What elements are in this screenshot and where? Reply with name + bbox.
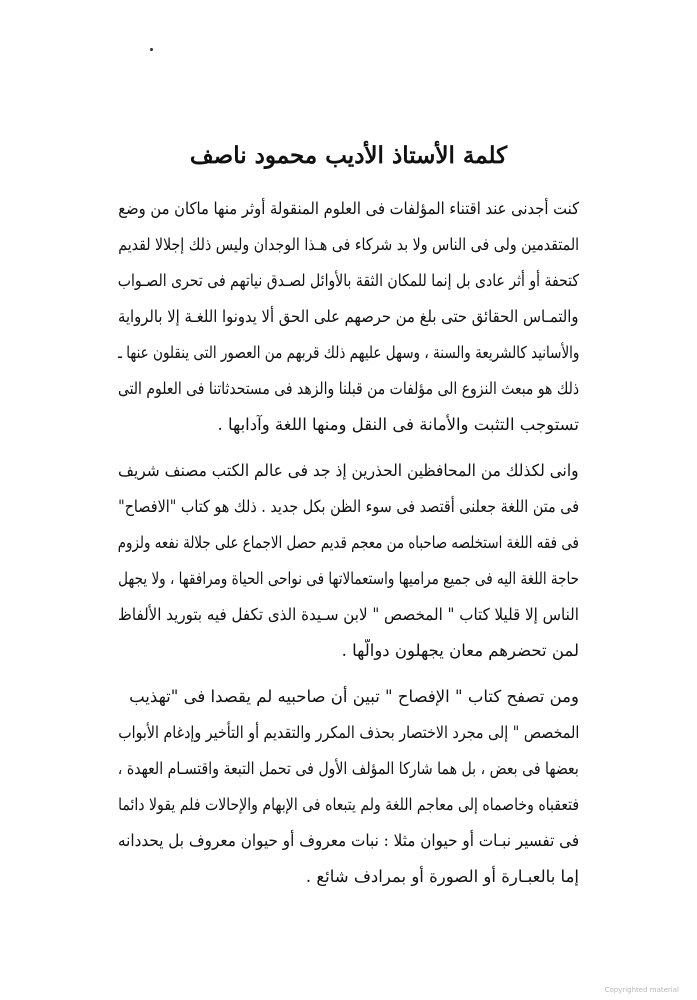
stray-dot-mark: [150, 48, 153, 51]
paragraph-2-line-5: الناس إلا قليلا كتاب " المخصص " لابن سـيدة الذى تكفل فيه بتوريد الألفاظ: [117, 605, 579, 624]
paragraph-3-line-1: ومن تصفح كتاب " الإفصاح " تبين أن صاحبيه لم يقصدا فى "تهذيب: [129, 687, 579, 706]
paragraph-2-line-6: لمن تحضرهم معان يجهلون دوالّها .: [341, 641, 579, 660]
paragraph-1-line-2: المتقدمين ولى فى الناس ولا بد شركاء فى هـذا الوجدان وليس ذلك إجلالا لقديم: [118, 235, 579, 254]
paragraph-1-line-7: تستوجب التثبت والأمانة فى النقل ومنها اللغة وآدابها .: [217, 415, 579, 434]
paragraph-3-line-6: إما بالعبـارة أو الصورة أو بمرادف شائع .: [305, 867, 579, 886]
paragraph-3-line-4: فتعقباه وخاصماه إلى معاجم اللغة ولم يتبعاه فى الإبهام والإحالات فلم يقولا دائما: [117, 795, 579, 814]
paragraph-2-line-4: حاجة اللغة اليه فى جميع مراميها واستعمالاتها فى نواحى الحياة ومرافقها ، ولا يجهل: [118, 569, 579, 588]
copyright-watermark: Copyrighted material: [604, 986, 679, 994]
page-title: كلمة الأستاذ الأديب محمود ناصف: [189, 142, 508, 169]
paragraph-3-line-2: المخصص " إلى مجرد الاختصار بحذف المكرر والتقديم أو التأخير وإدغام الأبواب: [117, 723, 579, 742]
paragraph-1-line-1: كنت أجدنى عند اقتناء المؤلفات فى العلوم المنقولة أوثر منها ماكان من وضع: [118, 199, 579, 218]
paragraph-1-line-6: ذلك هو مبعث النزوع الى مؤلفات من قبلنا والزهد فى مستحدثاتنا فى العلوم التى: [117, 379, 579, 398]
paragraph-3-line-3: بعضها فى بعض ، بل هما شاركا المؤلف الأول فى تحمل التبعة واقتسـام العهدة ،: [118, 759, 579, 778]
paragraph-3-line-5: فى تفسير نبـات أو حيوان مثلا : نبات معروف أو حيوان معروف بل يحددانه: [117, 831, 579, 850]
paragraph-2-line-1: وانى لكذلك من المحافظين الحذرين إذ جد فى عالم الكتب مصنف شريف: [118, 461, 579, 480]
paragraph-2-line-3: فى فقه اللغة استخلصه صاحباه من معجم قديم حصل الاجماع على جلالة نفعه ولزوم: [117, 533, 579, 552]
paragraph-1-line-5: والأسانيد كالشريعة والسنة ، وسهل عليهم ذلك قربهم من العصور التى ينقلون عنها ـ: [117, 343, 579, 362]
paragraph-1-line-4: والتمـاس الحقائق حتى بلغ من حرصهم على الحق ألا يدونوا اللغـة إلا بالرواية: [118, 307, 579, 326]
paragraph-2-line-2: فى متن اللغة جعلنى أقتصد فى سوء الظن بكل جديد . ذلك هو كتاب "الافصاح": [118, 497, 579, 516]
paragraph-1-line-3: كتحفة أو أثر عادى بل إنما للمكان الثقة بالأوائل لصـدق نياتهم فى تحرى الصـواب: [117, 271, 579, 290]
